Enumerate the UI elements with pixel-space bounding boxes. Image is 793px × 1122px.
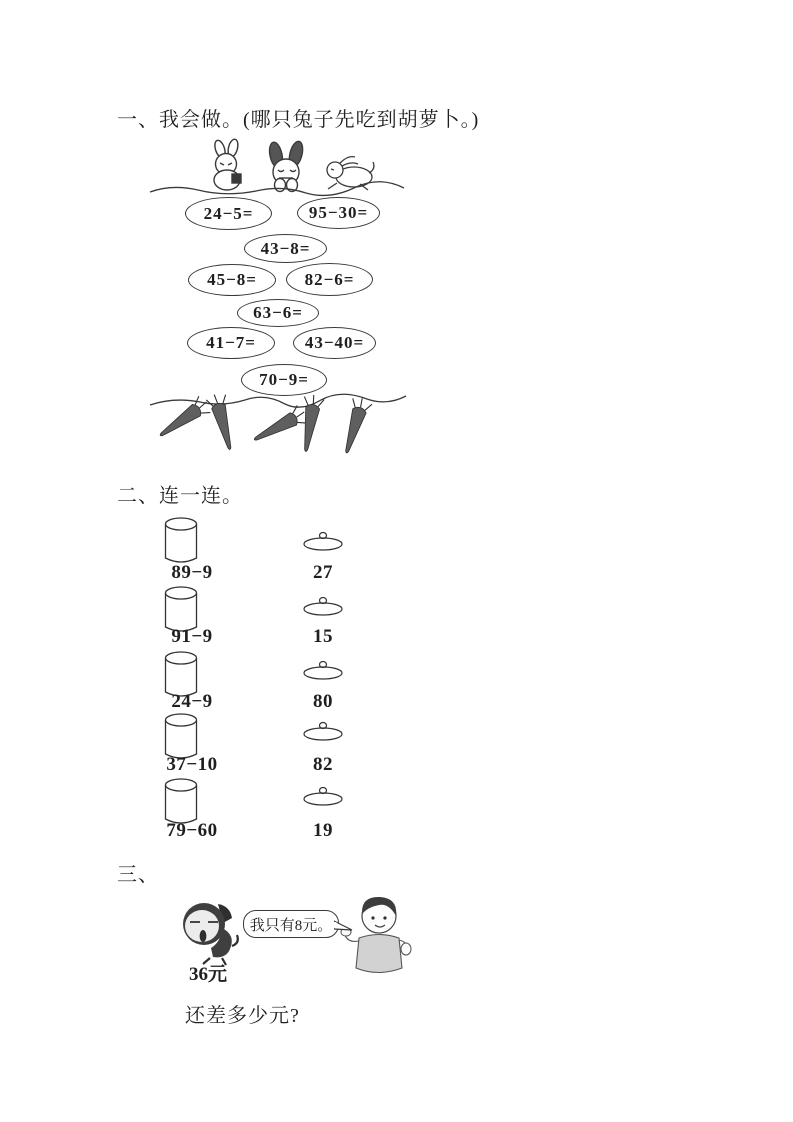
- pot-lid-icon: [303, 786, 343, 806]
- sitting-rabbit-icon: [213, 138, 241, 190]
- problem-oval: [188, 264, 276, 296]
- rabbits-illustration: [148, 132, 408, 198]
- pot-lid-icon: [303, 596, 343, 616]
- lid-value: 19: [313, 820, 333, 841]
- cylinder-expression: 89−9: [171, 562, 213, 583]
- lid-value: 15: [313, 626, 333, 647]
- carrot-icon: [205, 393, 239, 452]
- carrots-illustration: [148, 393, 408, 465]
- problem-text: 41−7=: [206, 333, 256, 352]
- lid-value: 80: [313, 691, 333, 712]
- price-label: 36元: [188, 964, 227, 985]
- problem-text: 63−6=: [253, 303, 303, 322]
- pot-lid-icon: [303, 531, 343, 551]
- speech-bubble: [243, 910, 339, 938]
- problem-text: 95−30=: [308, 203, 369, 222]
- problem-text: 43−40=: [304, 333, 365, 352]
- standing-rabbit-icon: [267, 140, 305, 192]
- problem-oval: [297, 197, 380, 229]
- section2-title: 二、连一连。: [117, 485, 243, 507]
- cylinder-expression: 91−9: [171, 626, 213, 647]
- problem-oval: [237, 299, 319, 327]
- open-cylinder-icon: [164, 516, 198, 566]
- problem-text: 43−8=: [260, 238, 311, 258]
- problem-oval: [185, 197, 272, 230]
- problem-text: 45−8=: [207, 270, 257, 289]
- problem-oval: [241, 364, 327, 396]
- problem-oval: [187, 327, 275, 359]
- toy-monkey-icon: [178, 898, 240, 966]
- lid-value: 82: [313, 754, 333, 775]
- problem-oval: [293, 327, 376, 359]
- section3-title: 三、: [117, 864, 159, 886]
- problem-text: 70−9=: [259, 370, 309, 389]
- speech-text: 我只有8元。: [249, 917, 333, 934]
- carrot-icon: [296, 394, 325, 453]
- ground-line: [150, 394, 406, 407]
- speech-bubble-tail: [334, 918, 354, 936]
- pot-lid-icon: [303, 721, 343, 741]
- problem-oval: [244, 234, 327, 263]
- carrot-icon: [337, 396, 373, 456]
- lid-value: 27: [313, 562, 333, 583]
- running-rabbit-icon: [327, 157, 374, 190]
- question-text: 还差多少元?: [185, 1005, 300, 1027]
- cylinder-expression: 37−10: [166, 754, 218, 775]
- pot-lid-icon: [303, 660, 343, 680]
- problem-text: 82−6=: [304, 269, 355, 289]
- boy-icon: [339, 894, 412, 982]
- carrot-icon: [250, 404, 310, 448]
- cylinder-expression: 79−60: [166, 820, 218, 841]
- problem-text: 24−5=: [203, 203, 254, 223]
- section1-title: 一、我会做。(哪只兔子先吃到胡萝卜。): [117, 109, 480, 131]
- cylinder-expression: 24−9: [171, 691, 213, 712]
- problem-oval: [286, 263, 373, 296]
